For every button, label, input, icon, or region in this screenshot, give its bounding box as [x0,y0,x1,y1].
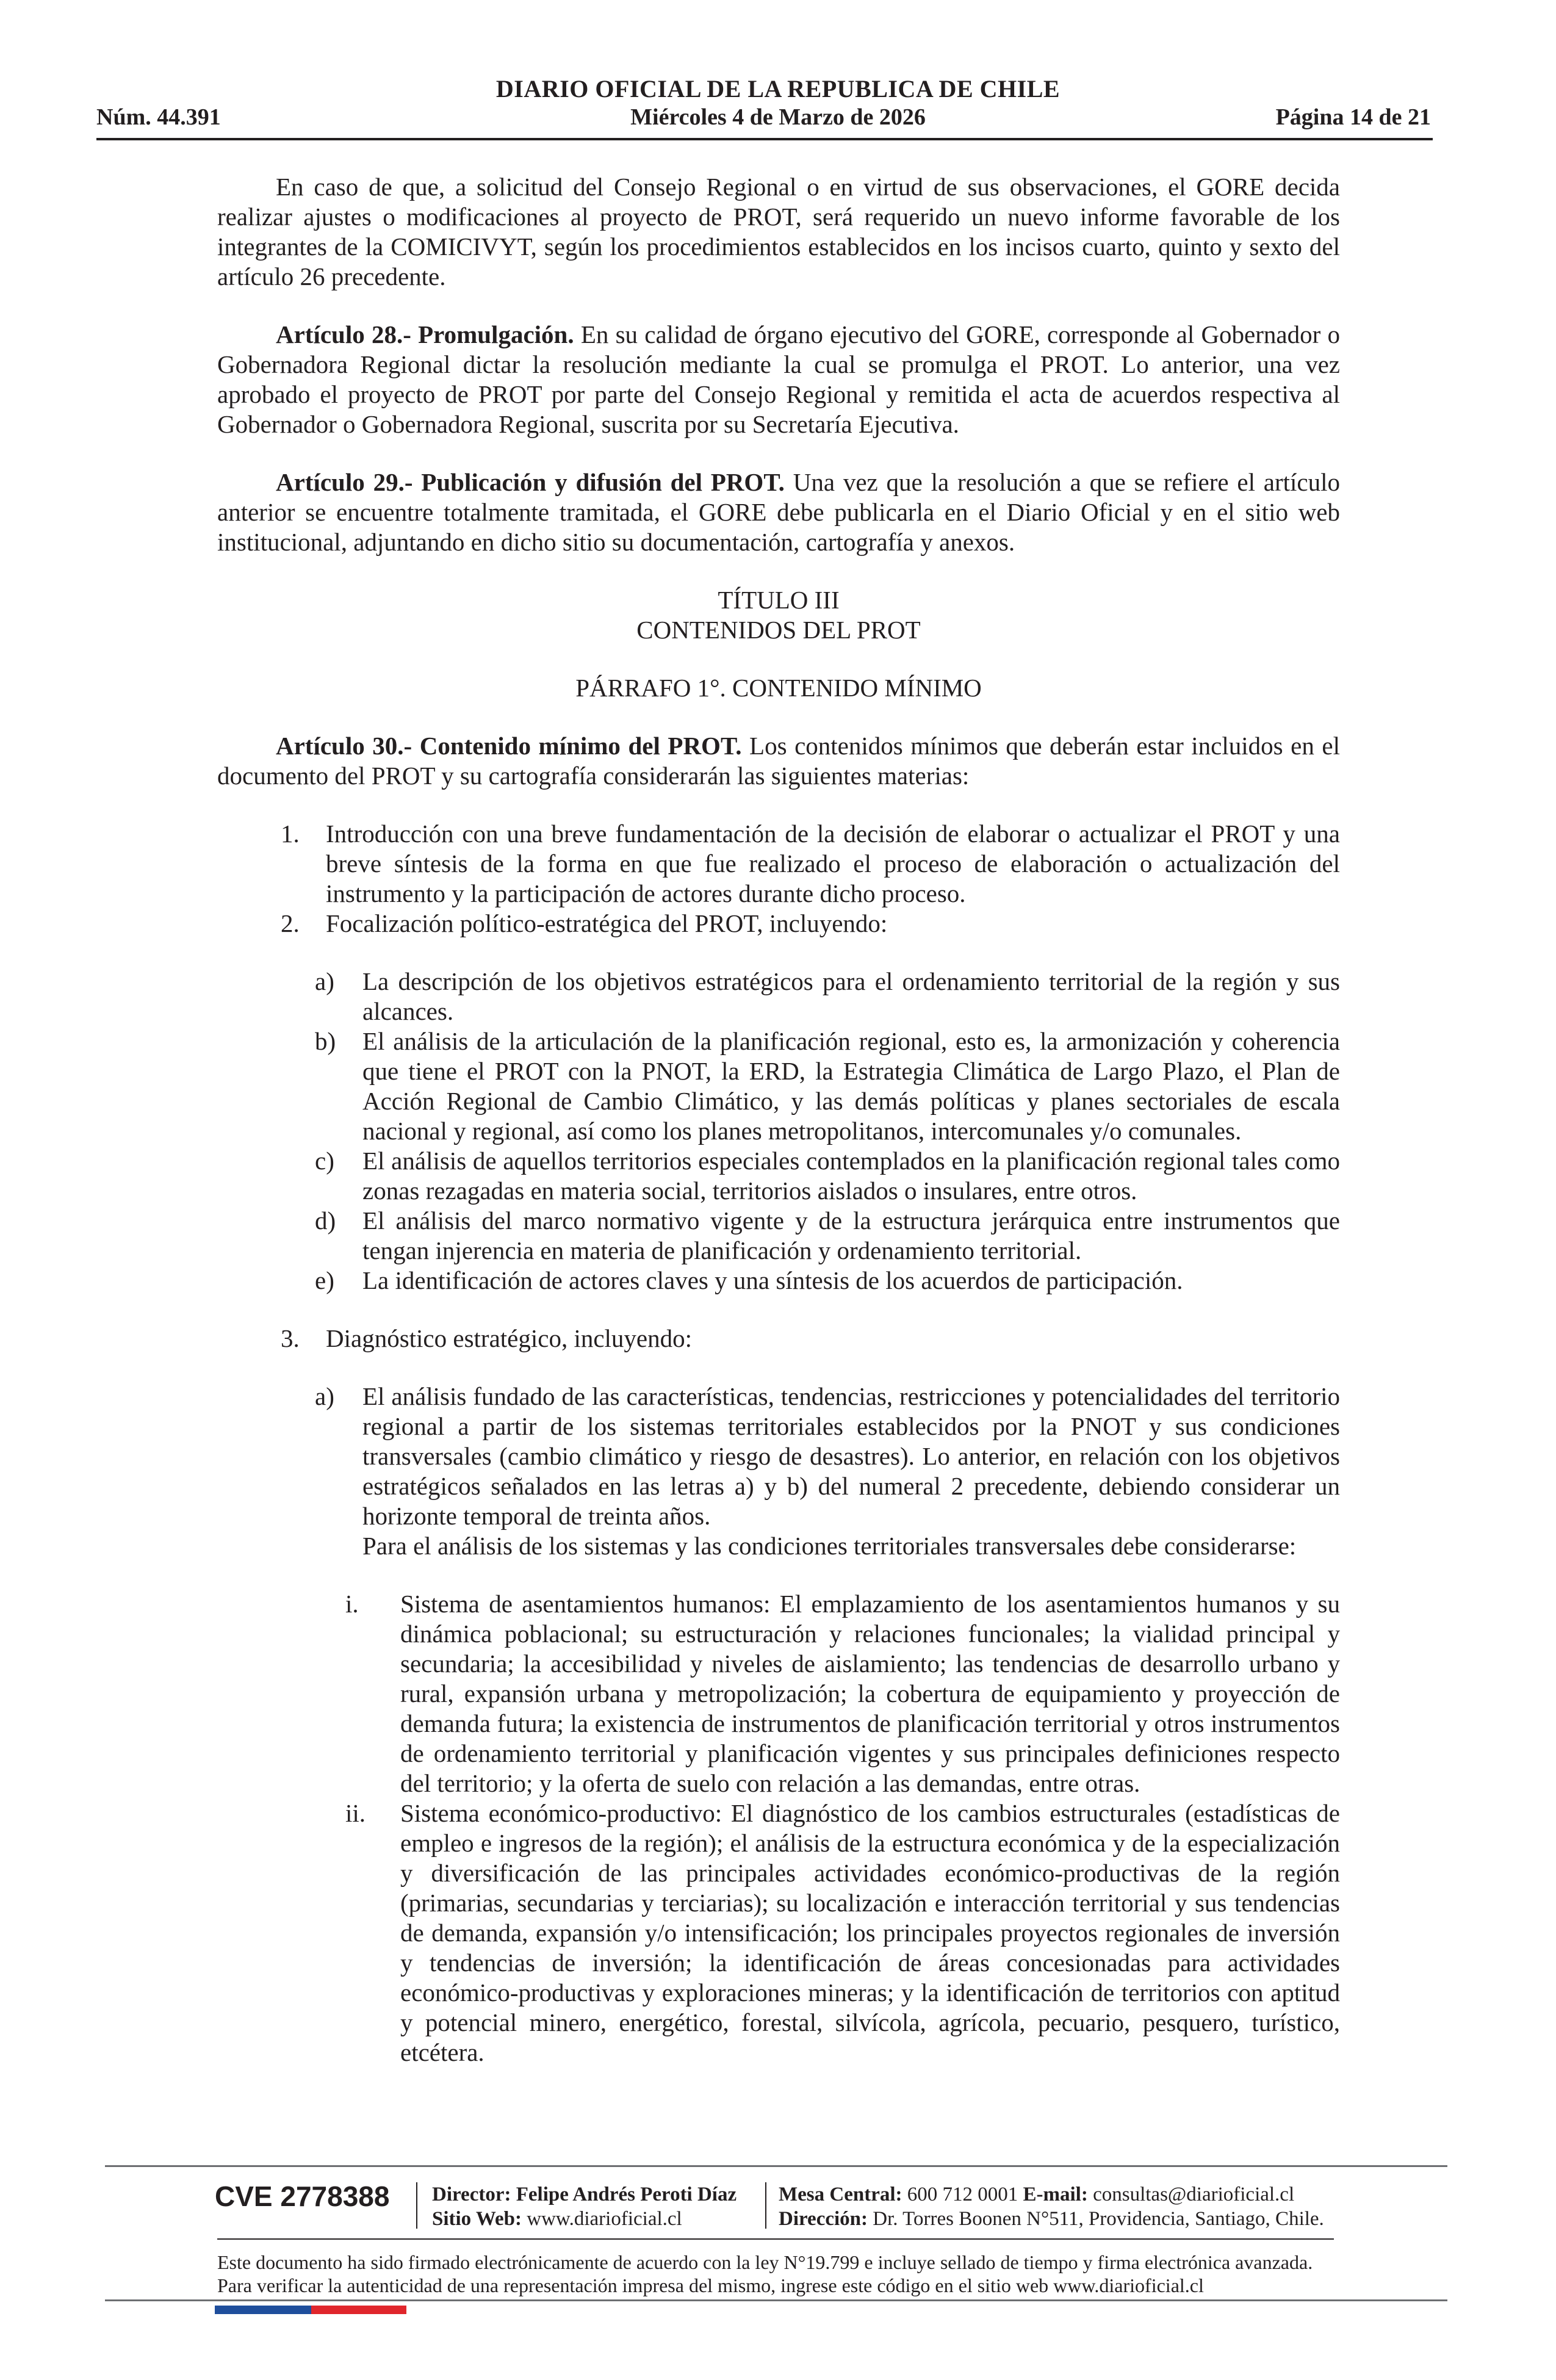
article-title: Artículo 28.- Promulgación. [276,320,574,348]
footer-divider [217,2238,1334,2240]
article-text: Una vez que la resolución a que se refiere el artículo anterior se encuentre totalmente tramitada, el GORE debe publicarla en el Diario Oficial y en el sitio web institucional, adjuntando en dicho sitio su documentación, cartografía y anexos. [217,468,1340,556]
footer-contact-block [779,2182,1324,2231]
footer-divider [105,2299,1447,2301]
title-heading: TÍTULO III [718,586,840,614]
page-number: Página 14 de 21 [1275,104,1431,130]
list-item: a) La descripción de los objetivos estratégicos para el ordenamiento territorial de la región y sus alcances. [315,967,1340,1025]
email-label: E-mail: [1023,2183,1088,2205]
article-title: Artículo 30.- Contenido mínimo del PROT. [276,732,742,760]
list-continuation: Para el análisis de los sistemas y las condiciones territoriales transversales debe considerarse: [362,1532,1297,1560]
issue-number: Núm. 44.391 [96,104,221,130]
website-link[interactable]: www.diarioficial.cl [522,2208,682,2230]
list-item: i. Sistema de asentamientos humanos: El emplazamiento de los asentamientos humanos y su dinámica poblacional; su estructuración y relaciones funcionales; la vialidad principal y secundaria; la accesibilidad y niveles de aislamiento; las tendencias de desarrollo urbano y rural, expansión urbana y metropolización; la cobertura de equipamiento y proyección de demanda futura; la existencia de instrumentos de planificación territorial y otros instrumentos de ordenamiento territorial y planificación vigentes y sus principales definiciones respecto del territorio; y la oferta de suelo con relación a las demandas, entre otras. [345,1590,1340,1797]
article-text: Los contenidos mínimos que deberán estar incluidos en el documento del PROT y su cartografía considerarán las siguientes materias: [217,732,1340,790]
list-item: b) El análisis de la articulación de la planificación regional, esto es, la armonización y coherencia que tiene el PROT con la PNOT, la ERD, la Estrategia Climática de Largo Plazo, el Plan de Acción Regional de Cambio Climático, y las demás políticas y planes sectoriales de escala nacional y regional, así como los planes metropolitanos, intercomunales y/o comunales. [315,1027,1340,1145]
footer-director-block [432,2182,737,2231]
footer-separator [765,2182,766,2229]
footer-separator [416,2182,417,2229]
list-item: 3. Diagnóstico estratégico, incluyendo: [281,1324,693,1352]
list-marker: d) [315,1206,336,1235]
list-item: d) El análisis del marco normativo vigente y de la estructura jerárquica entre instrumentos que tengan injerencia en materia de planificación y ordenamiento territorial. [315,1206,1340,1264]
paragraph-heading: PÁRRAFO 1°. CONTENIDO MÍNIMO [575,674,982,702]
article-28 [217,320,1340,439]
list-marker: e) [315,1266,334,1294]
article-text: En su calidad de órgano ejecutivo del GORE, corresponde al Gobernador o Gobernadora Regional dictar la resolución mediante la cual se promulga el PROT. Lo anterior, una vez aprobado el proyecto de PROT por parte del Consejo Regional y remitida el acta de acuerdos respectiva al Gobernador o Gobernadora Regional, suscrita por su Secretaría Ejecutiva. [217,320,1340,438]
legal-notice: Este documento ha sido firmado electrónicamente de acuerdo con la ley N°19.799 e incluye sellado de tiempo y firma electrónica avanzada. Para verificar la autenticidad de una representación impresa del mismo, ingrese este código en el sitio web www.diarioficial.cl [217,2251,1313,2296]
list-marker: c) [315,1147,334,1175]
director-label: Director: Felipe Andrés Peroti Díaz [432,2183,737,2205]
list-item: e) La identificación de actores claves y una síntesis de los acuerdos de participación. [315,1266,1183,1294]
list-marker: 1. [281,820,300,848]
list-marker: a) [315,967,334,995]
email-link[interactable]: consultas@diarioficial.cl [1087,2183,1295,2205]
title-name: CONTENIDOS DEL PROT [636,616,921,644]
list-marker: 3. [281,1324,300,1352]
flag-stripe-red [311,2306,406,2314]
issue-date: Miércoles 4 de Marzo de 2026 [630,104,926,130]
list-item: ii. Sistema económico-productivo: El diagnóstico de los cambios estructurales (estadísticas de empleo e ingresos de la región); el análisis de la estructura económica y de la especialización y diversificación de las principales actividades económico-productivas de la región (primarias, secundarias y terciarias); su localización e interacción territorial y sus tendencias de demanda, expansión y/o intensificación; los principales proyectos regionales de inversión y tendencias de inversión; la identificación de áreas concesionadas para actividades económico-productivas y exploraciones mineras; y la identificación de territorios con aptitud y potencial minero, energético, forestal, silvícola, agrícola, pecuario, pesquero, turístico, etcétera. [345,1799,1340,2066]
address-label: Dirección: [779,2208,868,2230]
web-label: Sitio Web: [432,2208,522,2230]
list-item: 2. Focalización político-estratégica del PROT, incluyendo: [281,909,888,937]
list-marker: a) [315,1382,334,1410]
list-item: a) El análisis fundado de las características, tendencias, restricciones y potencialidades del territorio regional a partir de los sistemas territoriales establecidos por la PNOT y sus condiciones transversales (cambio climático y riesgo de desastres). Lo anterior, en relación con los objetivos estratégicos señalados en las letras a) y b) del numeral 2 precedente, debiendo considerar un horizonte temporal de treinta años. [315,1382,1340,1530]
list-item: c) El análisis de aquellos territorios especiales contemplados en la planificación regional tales como zonas rezagadas en materia social, territorios aislados o insulares, entre otros. [315,1147,1340,1205]
header-divider [96,138,1433,140]
flag-stripe-blue [215,2306,311,2314]
address: Dr. Torres Boonen N°511, Providencia, Santiago, Chile. [868,2208,1324,2230]
article-30 [217,731,1340,791]
article-29 [217,467,1340,557]
paragraph: En caso de que, a solicitud del Consejo Regional o en virtud de sus observaciones, el GORE decida realizar ajustes o modificaciones al proyecto de PROT, será requerido un nuevo informe favorable de los integrantes de la COMICIVYT, según los procedimientos establecidos en los incisos cuarto, quinto y sexto del artículo 26 precedente. [217,173,1340,290]
phone: 600 712 0001 [902,2183,1023,2205]
footer-divider [105,2165,1447,2167]
document-body [217,172,1340,2068]
list-marker: 2. [281,909,300,937]
mesa-label: Mesa Central: [779,2183,902,2205]
list-marker: b) [315,1027,336,1055]
cve-code: CVE 2778388 [215,2180,390,2212]
list-marker: i. [345,1590,359,1618]
list-marker: ii. [345,1799,366,1827]
list-item: 1. Introducción con una breve fundamentación de la decisión de elaborar o actualizar el PROT y una breve síntesis de la forma en que fue realizado el proceso de elaboración o actualización del instrumento y la participación de actores durante dicho proceso. [281,820,1340,907]
article-title: Artículo 29.- Publicación y difusión del PROT. [276,468,785,496]
newspaper-title: DIARIO OFICIAL DE LA REPUBLICA DE CHILE [495,75,1061,103]
